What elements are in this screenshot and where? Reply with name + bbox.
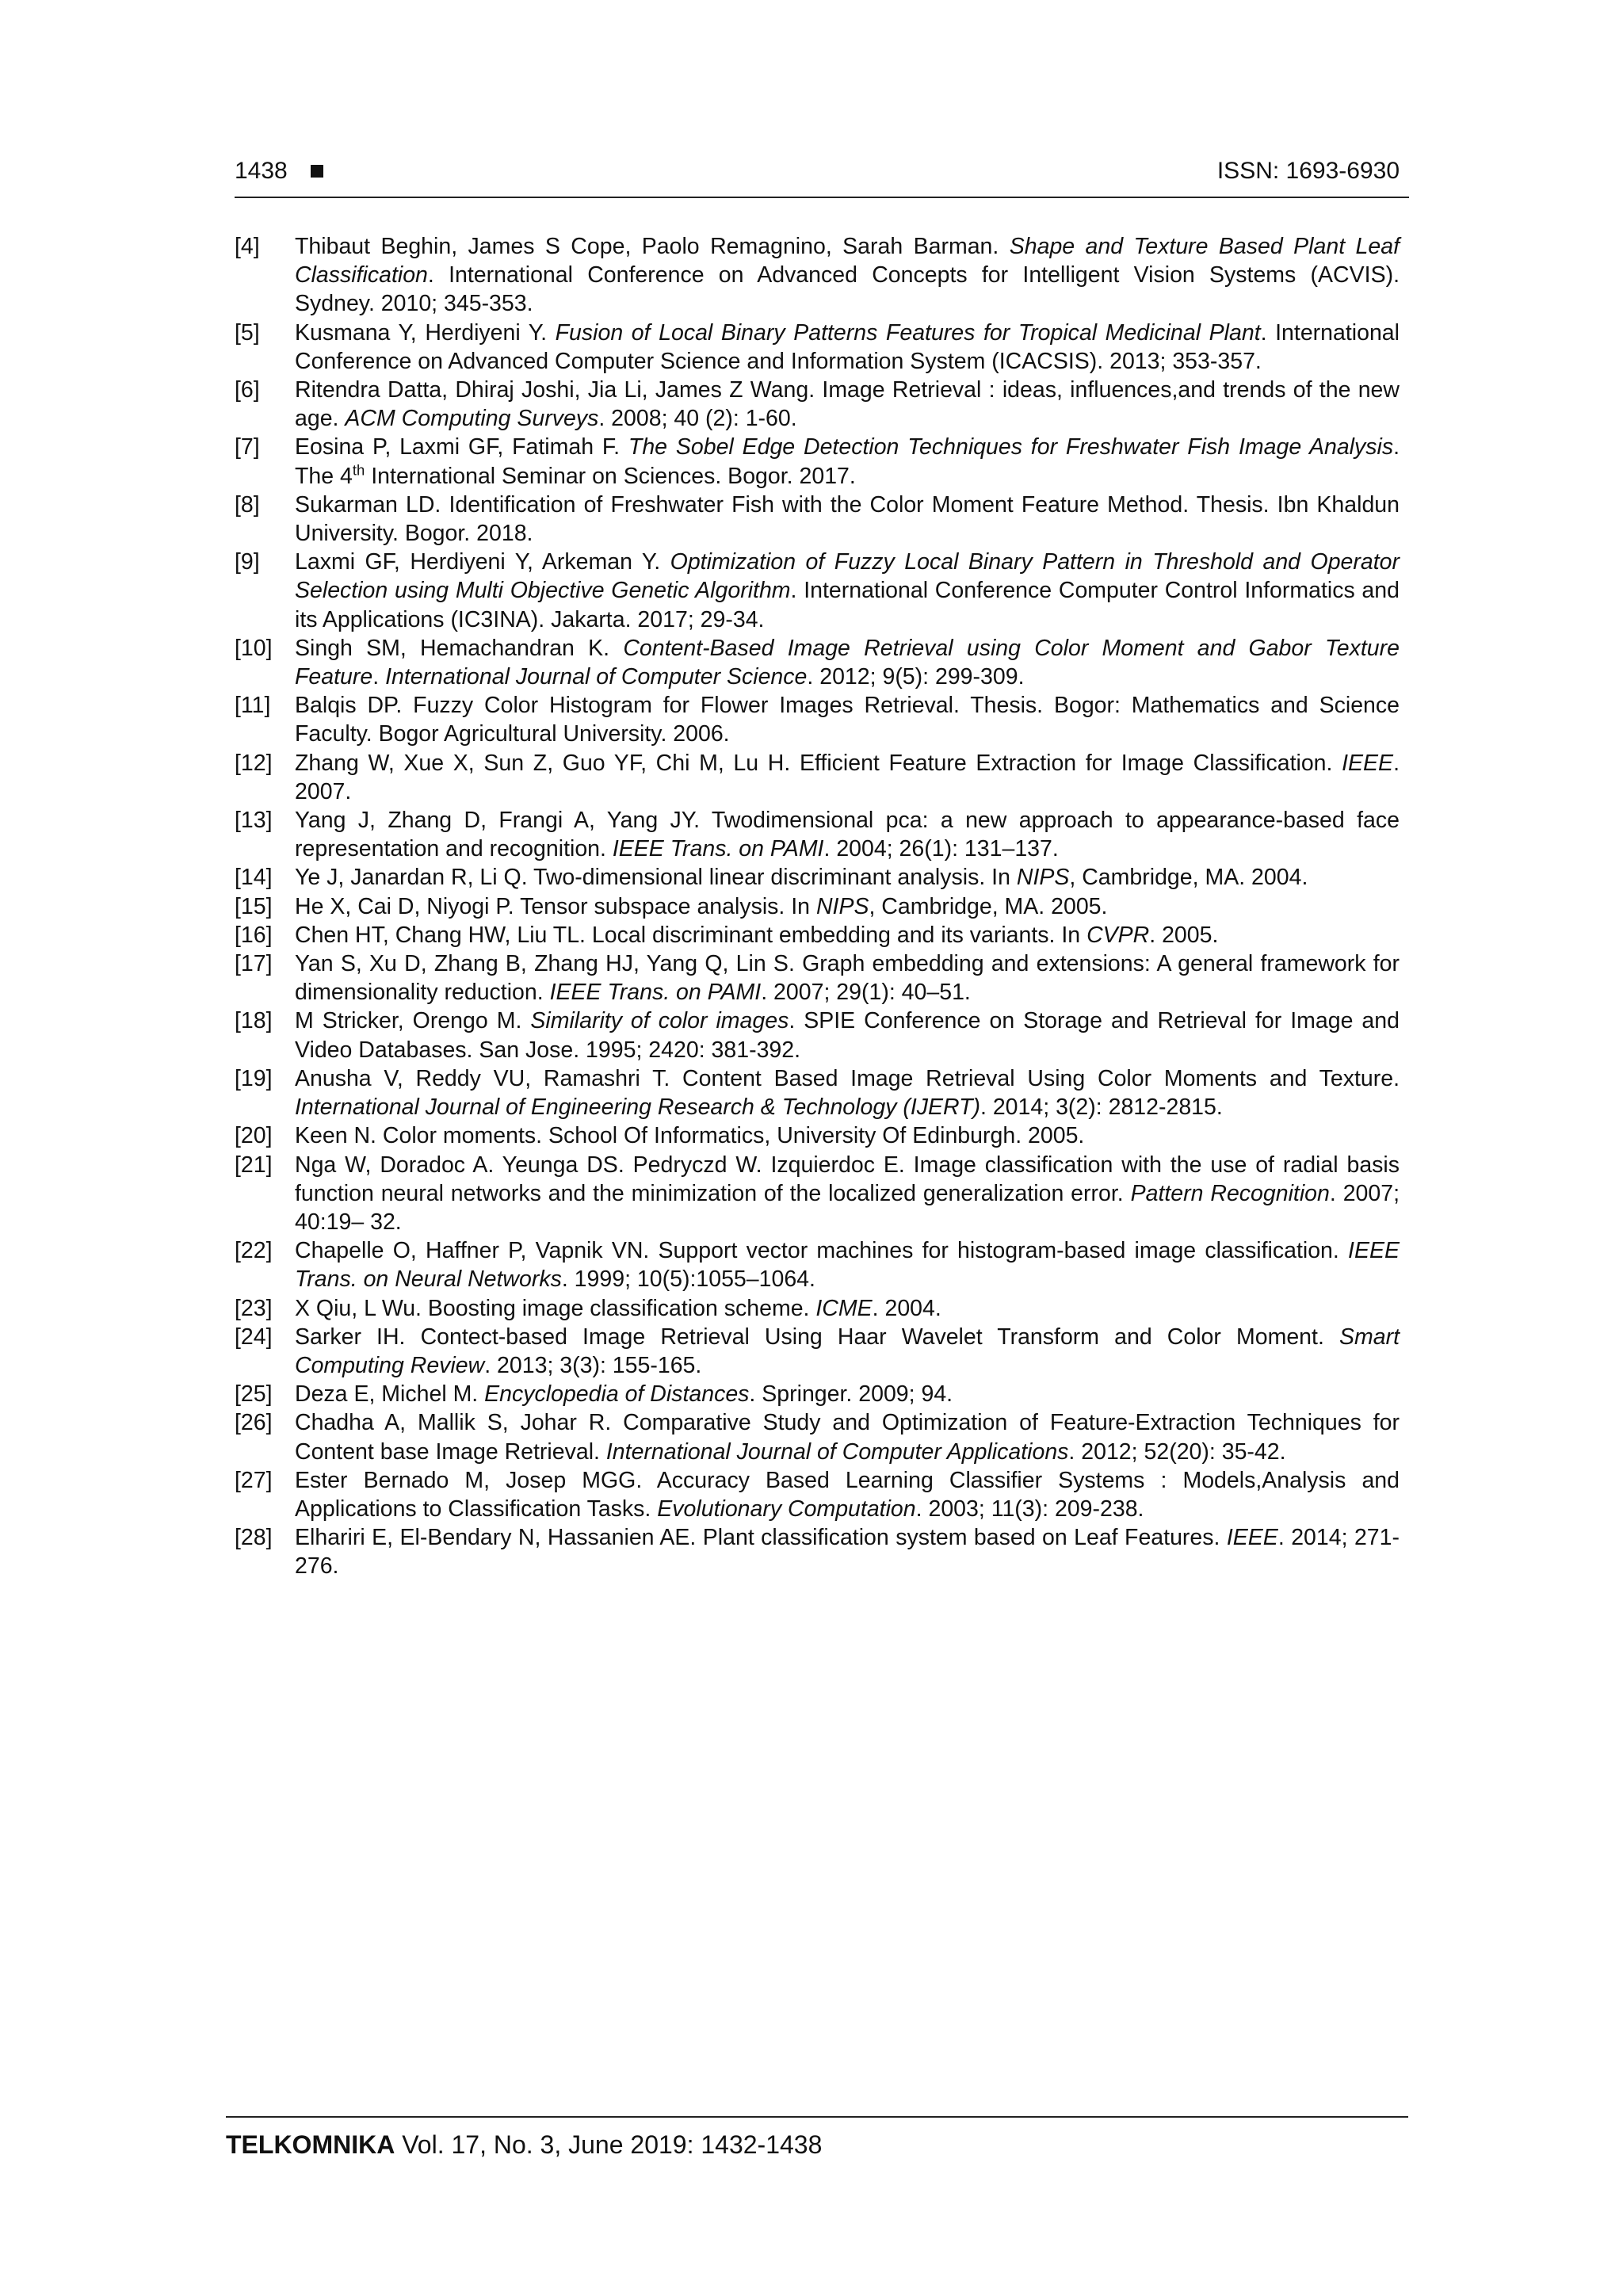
- text-run: , Cambridge, MA. 2005.: [869, 893, 1108, 919]
- reference-text: [295, 749, 1400, 806]
- italic-title: NIPS: [815, 893, 869, 919]
- text-run: Nga W, Doradoc A. Yeunga DS. Pedryczd W. Izquierdoc E. Image classification with the use of radial basis function neural networks and the minimization of the localized generalization error.: [295, 1152, 1400, 1206]
- italic-title: IEEE Trans. on PAMI: [612, 836, 824, 862]
- reference-item: [235, 1121, 1400, 1150]
- reference-number: [24]: [235, 1324, 273, 1350]
- page-number: 1438: [235, 158, 288, 184]
- reference-text: [295, 806, 1400, 863]
- text-run: . 2004; 26(1): 131–137.: [823, 836, 1059, 862]
- reference-item: [235, 1236, 1400, 1293]
- text-run: Keen N. Color moments. School Of Informatics, University Of Edinburgh. 2005.: [295, 1123, 1085, 1149]
- reference-text: [295, 376, 1400, 433]
- reference-item: [235, 376, 1400, 433]
- reference-text: [295, 691, 1400, 748]
- reference-number: [23]: [235, 1295, 273, 1321]
- reference-number: [4]: [235, 234, 260, 259]
- reference-item: [235, 319, 1400, 376]
- text-run: . Springer. 2009; 94.: [749, 1381, 953, 1408]
- reference-text: [295, 949, 1400, 1007]
- reference-text: [295, 1523, 1400, 1580]
- reference-text: [295, 921, 1400, 949]
- reference-text: [295, 232, 1400, 319]
- reference-number: [13]: [235, 808, 273, 834]
- italic-title: Encyclopedia of Distances: [484, 1381, 750, 1408]
- reference-item: [235, 921, 1400, 949]
- reference-item: [235, 1408, 1400, 1465]
- reference-text: [295, 1151, 1400, 1237]
- text-run: Chapelle O, Haffner P, Vapnik VN. Support vector machines for histogram-based image classification.: [295, 1238, 1349, 1264]
- text-run: . 2005.: [1149, 922, 1219, 948]
- text-run: He X, Cai D, Niyogi P. Tensor subspace analysis. In: [295, 893, 816, 919]
- italic-title: IEEE: [1342, 750, 1394, 776]
- text-run: Eosina P, Laxmi GF, Fatimah F.: [295, 434, 628, 460]
- reference-text: [295, 1380, 1400, 1408]
- text-run: . International Conference Computer Control Informatics and its Applications (IC3INA). Jakarta. 2017; 29-34.: [295, 578, 1400, 632]
- reference-text: [295, 634, 1400, 691]
- reference-text: [295, 1466, 1400, 1523]
- reference-text: [295, 1121, 1400, 1150]
- reference-number: [19]: [235, 1065, 273, 1091]
- text-run: . 2007; 40:19– 32.: [295, 1180, 1400, 1235]
- text-run: Yang J, Zhang D, Frangi A, Yang JY. Twodimensional pca: a new approach to appearance-based face representation and recognition.: [295, 808, 1400, 862]
- reference-text: [295, 863, 1400, 892]
- italic-title: Smart Computing Review: [295, 1324, 1400, 1378]
- reference-number: [17]: [235, 951, 273, 977]
- superscript: th: [352, 461, 365, 479]
- text-run: . 2014; 3(2): 2812-2815.: [980, 1095, 1223, 1121]
- reference-number: [10]: [235, 635, 273, 661]
- text-run: . 2013; 3(3): 155-165.: [484, 1352, 702, 1378]
- reference-item: [235, 749, 1400, 806]
- reference-list: [235, 232, 1400, 1581]
- text-run: . The 4: [295, 434, 1400, 489]
- italic-title: Similarity of color images: [530, 1008, 789, 1034]
- reference-text: [295, 1408, 1400, 1465]
- reference-number: [25]: [235, 1381, 273, 1408]
- text-run: .: [372, 664, 386, 690]
- text-run: Laxmi GF, Herdiyeni Y, Arkeman Y.: [295, 549, 670, 575]
- reference-number: [21]: [235, 1152, 273, 1178]
- reference-item: [235, 863, 1400, 892]
- text-run: . SPIE Conference on Storage and Retrieval for Image and Video Databases. San Jose. 1995; 2420: 381-392.: [295, 1008, 1400, 1063]
- reference-item: [235, 691, 1400, 748]
- text-run: . 2012; 9(5): 299-309.: [807, 664, 1025, 690]
- text-run: Sukarman LD. Identification of Freshwater Fish with the Color Moment Feature Method. Thesis. Ibn Khaldun University. Bogor. 2018.: [295, 491, 1400, 547]
- reference-text: [295, 892, 1400, 921]
- italic-title: International Journal of Computer Applications: [605, 1438, 1069, 1465]
- text-run: . 1999; 10(5):1055–1064.: [561, 1266, 815, 1293]
- reference-item: [235, 806, 1400, 863]
- italic-title: Content-Based Image Retrieval using Color Moment and Gabor Texture Feature: [295, 635, 1400, 690]
- text-run: X Qiu, L Wu. Boosting image classification scheme.: [295, 1295, 816, 1321]
- reference-number: [20]: [235, 1123, 273, 1149]
- text-run: M Stricker, Orengo M.: [295, 1008, 531, 1034]
- text-run: Deza E, Michel M.: [295, 1381, 485, 1408]
- text-run: International Seminar on Sciences. Bogor. 2017.: [365, 463, 856, 489]
- reference-number: [8]: [235, 491, 260, 518]
- italic-title: ICME: [815, 1295, 873, 1321]
- reference-text: [295, 1236, 1400, 1293]
- reference-number: [9]: [235, 549, 260, 575]
- reference-text: [295, 433, 1400, 490]
- reference-item: [235, 1294, 1400, 1323]
- reference-text: [295, 491, 1400, 548]
- reference-text: [295, 319, 1400, 376]
- reference-item: [235, 634, 1400, 691]
- reference-item: [235, 949, 1400, 1007]
- italic-title: International Journal of Computer Science: [385, 664, 808, 690]
- reference-number: [22]: [235, 1238, 273, 1264]
- reference-number: [12]: [235, 750, 273, 776]
- reference-text: [295, 1294, 1400, 1323]
- reference-number: [15]: [235, 893, 273, 919]
- text-run: . 2007.: [295, 750, 1400, 804]
- italic-title: Pattern Recognition: [1130, 1180, 1330, 1206]
- italic-title: CVPR: [1086, 922, 1150, 948]
- text-run: Ye J, Janardan R, Li Q. Two-dimensional linear discriminant analysis. In: [295, 865, 1017, 891]
- text-run: . 2008; 40 (2): 1-60.: [598, 406, 797, 432]
- text-run: Balqis DP. Fuzzy Color Histogram for Flower Images Retrieval. Thesis. Bogor: Mathematics and Science Faculty. Bogor Agricultural University. 2006.: [295, 693, 1400, 747]
- text-run: . 2004.: [872, 1295, 941, 1321]
- text-run: Chadha A, Mallik S, Johar R. Comparative Study and Optimization of Feature-Extraction Techniques for Content base Image Retrieval.: [295, 1410, 1400, 1465]
- reference-item: [235, 491, 1400, 548]
- reference-number: [16]: [235, 922, 273, 948]
- text-run: Yan S, Xu D, Zhang B, Zhang HJ, Yang Q, Lin S. Graph embedding and extensions: A general framework for dimensionality reduction.: [295, 951, 1400, 1006]
- reference-item: [235, 1466, 1400, 1523]
- reference-item: [235, 232, 1400, 319]
- reference-number: [5]: [235, 319, 260, 346]
- reference-item: [235, 1064, 1400, 1121]
- reference-number: [18]: [235, 1008, 273, 1034]
- reference-text: [295, 1064, 1400, 1121]
- reference-text: [295, 548, 1400, 634]
- page-header: [235, 155, 1409, 198]
- reference-item: [235, 1151, 1400, 1237]
- reference-number: [28]: [235, 1525, 273, 1551]
- issn: ISSN: 1693-6930: [1216, 158, 1400, 184]
- journal-name: TELKOMNIKA: [226, 2130, 395, 2159]
- text-run: , Cambridge, MA. 2004.: [1069, 865, 1308, 891]
- text-run: Ritendra Datta, Dhiraj Joshi, Jia Li, James Z Wang. Image Retrieval : ideas, influences,and trends of the new age.: [295, 377, 1400, 432]
- text-run: Sarker IH. Contect-based Image Retrieval Using Haar Wavelet Transform and Color Moment.: [295, 1324, 1339, 1350]
- text-run: . 2014; 271-276.: [295, 1525, 1400, 1580]
- italic-title: Evolutionary Computation: [657, 1496, 916, 1522]
- page-footer: [226, 2116, 1408, 2160]
- reference-number: [7]: [235, 434, 260, 460]
- text-run: . 2003; 11(3): 209-238.: [915, 1496, 1144, 1522]
- text-run: Ester Bernado M, Josep MGG. Accuracy Based Learning Classifier Systems : Models,Analysis and Applications to Classification Tasks.: [295, 1467, 1400, 1522]
- reference-item: [235, 1380, 1400, 1408]
- text-run: Anusha V, Reddy VU, Ramashri T. Content Based Image Retrieval Using Color Moments and Texture.: [295, 1065, 1400, 1091]
- reference-item: [235, 1323, 1400, 1380]
- text-run: Kusmana Y, Herdiyeni Y.: [295, 319, 556, 346]
- italic-title: IEEE Trans. on Neural Networks: [295, 1238, 1400, 1293]
- italic-title: International Journal of Engineering Research & Technology (IJERT): [295, 1095, 980, 1121]
- italic-title: IEEE Trans. on PAMI: [549, 980, 762, 1006]
- text-run: Singh SM, Hemachandran K.: [295, 635, 624, 661]
- reference-text: [295, 1323, 1400, 1380]
- reference-item: [235, 1523, 1400, 1580]
- text-run: . International Conference on Advanced Computer Science and Information System (ICACSIS). 2013; 353-357.: [295, 319, 1400, 374]
- text-run: Zhang W, Xue X, Sun Z, Guo YF, Chi M, Lu H. Efficient Feature Extraction for Image Classification.: [295, 750, 1342, 776]
- italic-title: Fusion of Local Binary Patterns Features for Tropical Medicinal Plant: [555, 319, 1261, 346]
- text-run: . International Conference on Advanced Concepts for Intelligent Vision Systems (ACVIS). Sydney. 2010; 345-353.: [295, 262, 1400, 317]
- italic-title: Shape and Texture Based Plant Leaf Classification: [295, 234, 1400, 288]
- reference-item: [235, 433, 1400, 490]
- reference-item: [235, 892, 1400, 921]
- reference-text: [295, 1007, 1400, 1064]
- reference-item: [235, 1007, 1400, 1064]
- italic-title: IEEE: [1226, 1525, 1278, 1551]
- italic-title: The Sobel Edge Detection Techniques for Freshwater Fish Image Analysis: [628, 434, 1394, 460]
- black-square-icon: [311, 165, 323, 178]
- text-run: Elhariri E, El-Bendary N, Hassanien AE. Plant classification system based on Leaf Features.: [295, 1525, 1227, 1551]
- italic-title: ACM Computing Surveys: [345, 406, 599, 432]
- journal-details: Vol. 17, No. 3, June 2019: 1432-1438: [402, 2130, 823, 2159]
- reference-number: [27]: [235, 1467, 273, 1493]
- reference-number: [11]: [235, 693, 271, 719]
- italic-title: NIPS: [1016, 865, 1070, 891]
- reference-number: [6]: [235, 377, 260, 403]
- text-run: Thibaut Beghin, James S Cope, Paolo Remagnino, Sarah Barman.: [295, 234, 1010, 259]
- text-run: Chen HT, Chang HW, Liu TL. Local discriminant embedding and its variants. In: [295, 922, 1087, 948]
- reference-number: [26]: [235, 1410, 273, 1436]
- reference-item: [235, 548, 1400, 634]
- text-run: . 2007; 29(1): 40–51.: [761, 980, 971, 1006]
- reference-number: [14]: [235, 865, 273, 891]
- italic-title: Optimization of Fuzzy Local Binary Pattern in Threshold and Operator Selection using Multi Objective Genetic Algorithm: [295, 549, 1400, 604]
- text-run: . 2012; 52(20): 35-42.: [1068, 1438, 1286, 1465]
